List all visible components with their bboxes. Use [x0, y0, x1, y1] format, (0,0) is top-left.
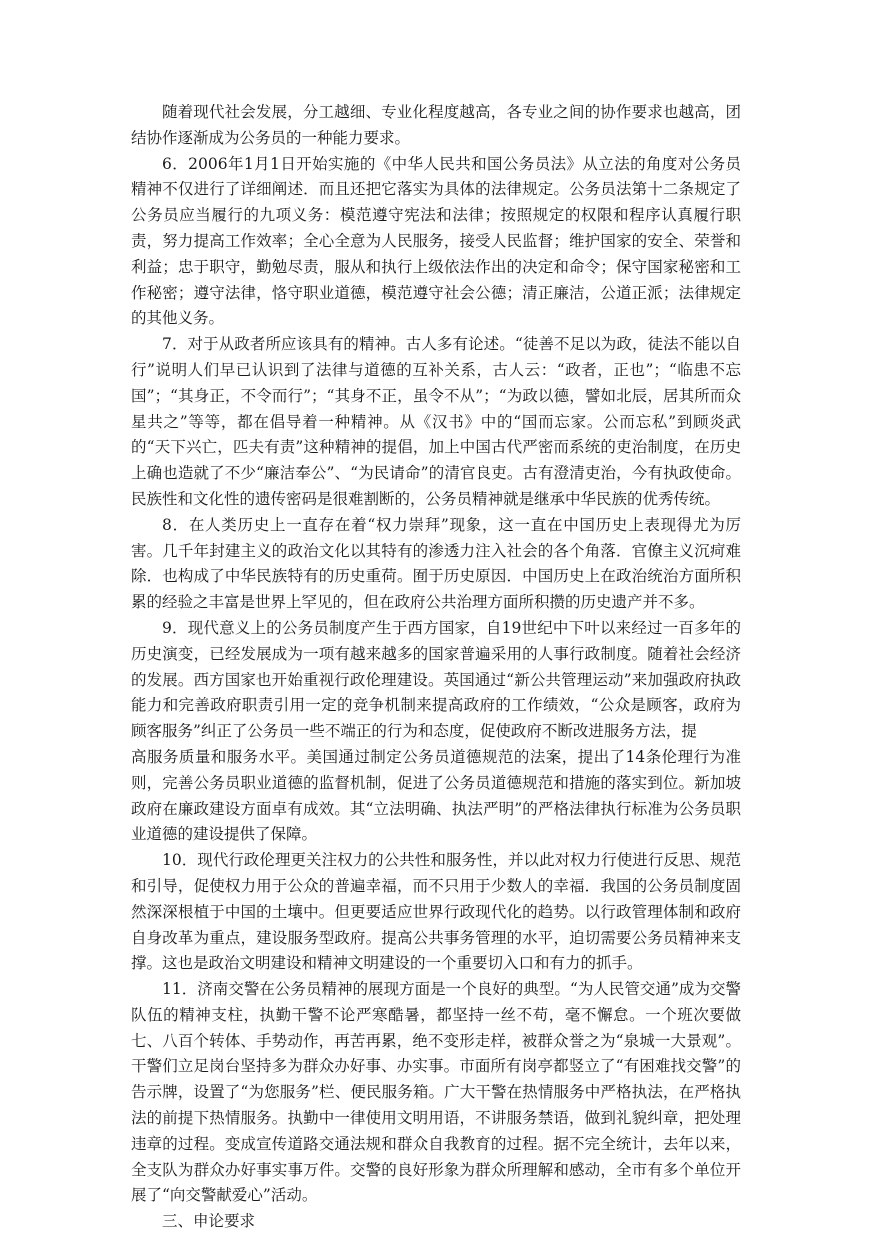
paragraph-item-10: 10．现代行政伦理更关注权力的公共性和服务性，并以此对权力行使进行反思、规范和引导，促使权力用于公众的普遍幸福，而不只用于少数人的幸福．我国的公务员制度固然深深根植于中国的土壤中。但更要适应世界行政现代化的趋势。以行政管理体制和政府自身改革为重点，建设服务型政府。提高公共事务管理的水平，迫切需要公务员精神来支撑。这也是政治文明建设和精神文明建设的一个重要切入口和有力的抓手。	[131, 851, 741, 973]
paragraph-item-8: 8．在人类历史上一直存在着“权力崇拜”现象，这一直在中国历史上表现得尤为厉害。几千年封建主义的政治文化以其特有的渗透力注入社会的各个角落．官僚主义沉疴难除．也构成了中华民族特有的历史重荷。囿于历史原因．中国历史上在政治统治方面所积累的经验之丰富是世界上罕见的，但在政府公共治理方面所积攒的历史遗产并不多。	[131, 515, 741, 612]
paragraph-teamwork: 随着现代社会发展，分工越细、专业化程度越高，各专业之间的协作要求也越高，团结协作逐渐成为公务员的一种能力要求。	[131, 103, 741, 147]
section-heading-requirements: 三、申论要求	[162, 1212, 256, 1231]
paragraph-item-7: 7．对于从政者所应该具有的精神。古人多有论述。“徒善不足以为政，徒法不能以自行”说明人们早已认识到了法律与道德的互补关系，古人云：“政者，正也”；“临患不忘国”；“其身正，不令而行”；“其身不正，虽令不从”；“为政以德，譬如北辰，居其所而众星共之”等等，都在倡导着一种精神。从《汉书》中的“国而忘家。公而忘私”到顾炎武的“天下兴亡，匹夫有责”这种精神的提倡，加上中国古代严密而系统的吏治制度，在历史上确也造就了不少“廉洁奉公”、“为民请命”的清官良吏。古有澄清吏治，今有执政使命。民族性和文化性的遗传密码是很难割断的，公务员精神就是继承中华民族的优秀传统。	[131, 335, 741, 508]
paragraph-item-6: 6．2006年1月1日开始实施的《中华人民共和国公务员法》从立法的角度对公务员精神不仅进行了详细阐述．而且还把它落实为具体的法律规定。公务员法第十二条规定了公务员应当履行的九项义务：模范遵守宪法和法律；按照规定的权限和程序认真履行职责，努力提高工作效率；全心全意为人民服务，接受人民监督；维护国家的安全、荣誉和利益；忠于职守，勤勉尽责，服从和执行上级依法作出的决定和命令；保守国家秘密和工作秘密；遵守法律，恪守职业道德，模范遵守社会公德；清正廉洁，公道正派；法律规定的其他义务。	[131, 154, 741, 328]
document-body	[131, 100, 741, 1235]
paragraph-item-9-continued: 高服务质量和服务水平。美国通过制定公务员道德规范的法案，提出了14条伦理行为准则，完善公务员职业道德的监督机制，促进了公务员道德规范和措施的落实到位。新加坡政府在廉政建设方面卓有成效。其“立法明确、执法严明”的严格法律执行标准为公务员职业道德的建设提供了保障。	[131, 747, 741, 844]
paragraph-item-9: 9．现代意义上的公务员制度产生于西方国家，自19世纪中下叶以来经过一百多年的历史演变，已经发展成为一项有越来越多的国家普遍采用的人事行政制度。随着社会经济的发展。西方国家也开始重视行政伦理建设。英国通过“新公共管理运动”来加强政府执政能力和完善政府职责引用一定的竞争机制来提高政府的工作绩效，“公众是顾客，政府为顾客服务”纠正了公务员一些不端正的行为和态度，促使政府不断改进服务方法，提	[131, 618, 741, 741]
paragraph-item-11: 11．济南交警在公务员精神的展现方面是一个良好的典型。“为人民管交通”成为交警队伍的精神支柱，执勤干警不论严寒酷暑，都坚持一丝不苟，毫不懈怠。一个班次要做七、八百个转体、手势动作，再苦再累，绝不变形走样，被群众誉之为“泉城一大景观”。干警们立足岗台坚持多为群众办好事、办实事。市面所有岗亭都竖立了“有困难找交警”的告示牌，设置了“为您服务”栏、便民服务箱。广大干警在热情服务中严格执法，在严格执法的前提下热情服务。执勤中一律使用文明用语，不讲服务禁语，做到礼貌纠章，把处理违章的过程。变成宣传道路交通法规和群众自我教育的过程。据不完全统计，去年以来，全支队为群众办好事实事万件。交警的良好形象为群众所理解和感动，全市有多个单位开展了“向交警献爱心”活动。	[131, 980, 741, 1205]
